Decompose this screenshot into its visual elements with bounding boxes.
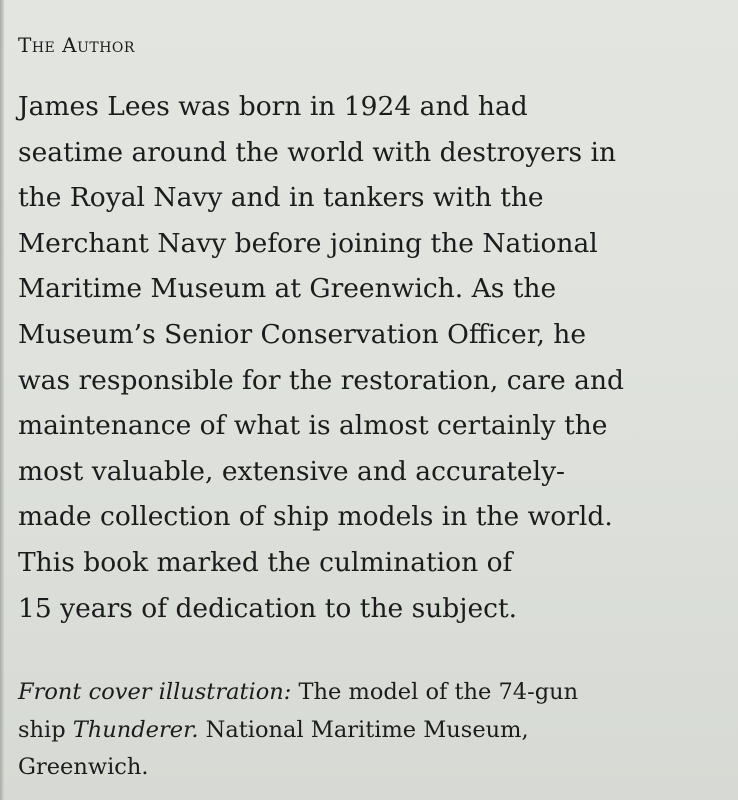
bio-line: James Lees was born in 1924 and had: [18, 91, 528, 122]
bio-line: seatime around the world with destroyers in: [18, 136, 617, 168]
bio-line: Museum’s Senior Conservation Officer, he: [18, 318, 587, 350]
page-left-edge: [0, 0, 4, 800]
credit-line-1: [18, 674, 578, 712]
bio-line: was responsible for the restoration, care and: [18, 364, 624, 396]
bio-line: Merchant Navy before joining the National: [18, 227, 598, 259]
bio-line: the Royal Navy and in tankers with the: [18, 182, 544, 214]
credit-text: Greenwich.: [18, 754, 149, 780]
bio-line: maintenance of what is almost certainly the: [18, 410, 608, 442]
credit-text: National Maritime Museum,: [198, 716, 529, 743]
credit-text: ship: [18, 716, 73, 743]
section-heading: The Author: [18, 33, 135, 57]
credit-text: The model of the 74-gun: [291, 679, 579, 705]
bio-line: made collection of ship models in the world.: [18, 501, 613, 533]
bio-line: Maritime Museum at Greenwich. As the: [18, 273, 557, 305]
credit-line-2: [18, 712, 578, 750]
bio-line: This book marked the culmination of: [18, 546, 513, 578]
bio-line: 15 years of dedication to the subject.: [18, 592, 518, 624]
cover-illustration-credit: [18, 674, 578, 787]
author-biography: [18, 84, 624, 631]
credit-label: Front cover illustration:: [18, 679, 292, 705]
ship-name: Thunderer.: [72, 716, 199, 743]
credit-line-3: [18, 749, 578, 787]
bio-line: most valuable, extensive and accurately-: [18, 455, 566, 487]
